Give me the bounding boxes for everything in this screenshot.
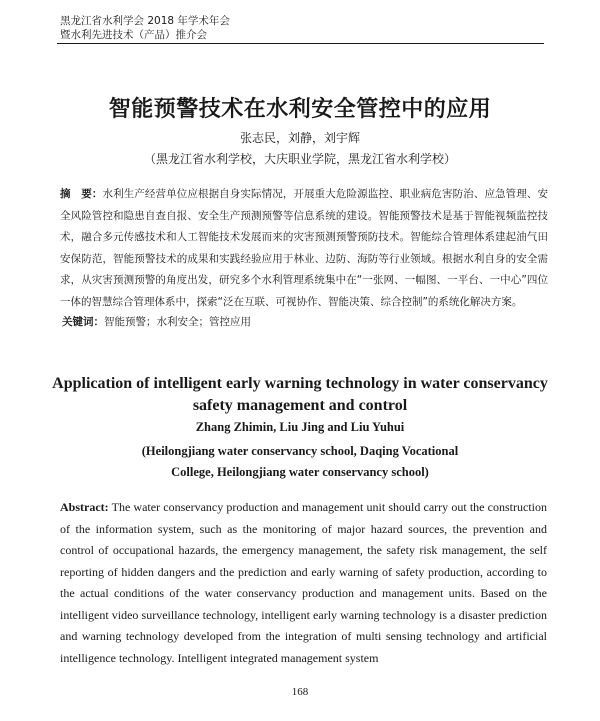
chinese-abstract-text: 水利生产经营单位应根据自身实际情况，开展重大危险源监控、职业病危害防治、应急管理、安全风险管控和隐患自查自报、安全生产预测预警等信息系统的建设。智能预警技术是基于智能视频监控技术，融合多元传感技术和人工智能技术发展而来的灾害预测预警预防技术。智能综合管理体系建起油气田安保防范，智能预警技术的成果和实践经验应用于林业、边防、海防等行业领域。根据水利自身的安全需求，从灾害预测预警的角度出发，研究多个水利管理系统集中在“一张网、一幅图、一平台、一中心”四位一体的智慧综合管理体系中，探索“泛在互联、可视协作、智能决策、综合控制”的系统化解决方案。 bbox=[60, 188, 549, 308]
header-divider bbox=[57, 43, 544, 44]
chinese-keywords-label: 关键词： bbox=[62, 316, 104, 328]
english-authors: Zhang Zhimin, Liu Jing and Liu Yuhui bbox=[195, 420, 405, 434]
english-abstract-label: Abstract: bbox=[60, 500, 109, 514]
english-title-line-1: Application of intelligent early warning technology in water conservancy bbox=[52, 375, 548, 392]
chinese-title: 智能预警技术在水利安全管控中的应用 bbox=[108, 97, 492, 122]
chinese-keywords-text: 智能预警；水利安全；管控应用 bbox=[104, 316, 251, 328]
chinese-keywords bbox=[62, 314, 251, 329]
header-line-2: 暨水利先进技术（产品）推介会 bbox=[60, 29, 207, 41]
chinese-authors: 张志民，刘静，刘宇辉 bbox=[239, 131, 360, 145]
english-abstract-text: The water conservancy production and management unit should carry out the construction of the information system, such as the monitoring of major hazard sources, the prevention and control of occupational hazards, the emergency management, the safety risk management, the self reporting of hidden dangers and the prediction and early warning of safety production, according to the actual conditions of the water conservancy production and management units. Based on the intelligent video surveillance technology, intelligent early warning technology is a disaster prediction and warning technology developed from the integration of multi sensing technology and artificial intelligence technology. Intelligent integrated management system bbox=[60, 500, 547, 665]
chinese-abstract-label: 摘 要： bbox=[60, 188, 103, 200]
english-title-line-2: safety management and control bbox=[192, 397, 408, 414]
english-affiliation-line-2: College, Heilongjiang water conservancy school) bbox=[171, 465, 429, 479]
english-abstract bbox=[60, 497, 547, 669]
chinese-abstract bbox=[60, 184, 548, 314]
header-line-1: 黑龙江省水利学会 2018 年学术年会 bbox=[60, 15, 230, 27]
chinese-affiliation: （黑龙江省水利学校，大庆职业学院，黑龙江省水利学校） bbox=[143, 152, 456, 166]
english-affiliation bbox=[0, 441, 600, 483]
page-number: 168 bbox=[291, 686, 309, 698]
english-affiliation-line-1: (Heilongjiang water conservancy school, Daqing Vocational bbox=[141, 444, 459, 458]
running-header bbox=[60, 14, 230, 42]
english-title bbox=[0, 373, 600, 417]
